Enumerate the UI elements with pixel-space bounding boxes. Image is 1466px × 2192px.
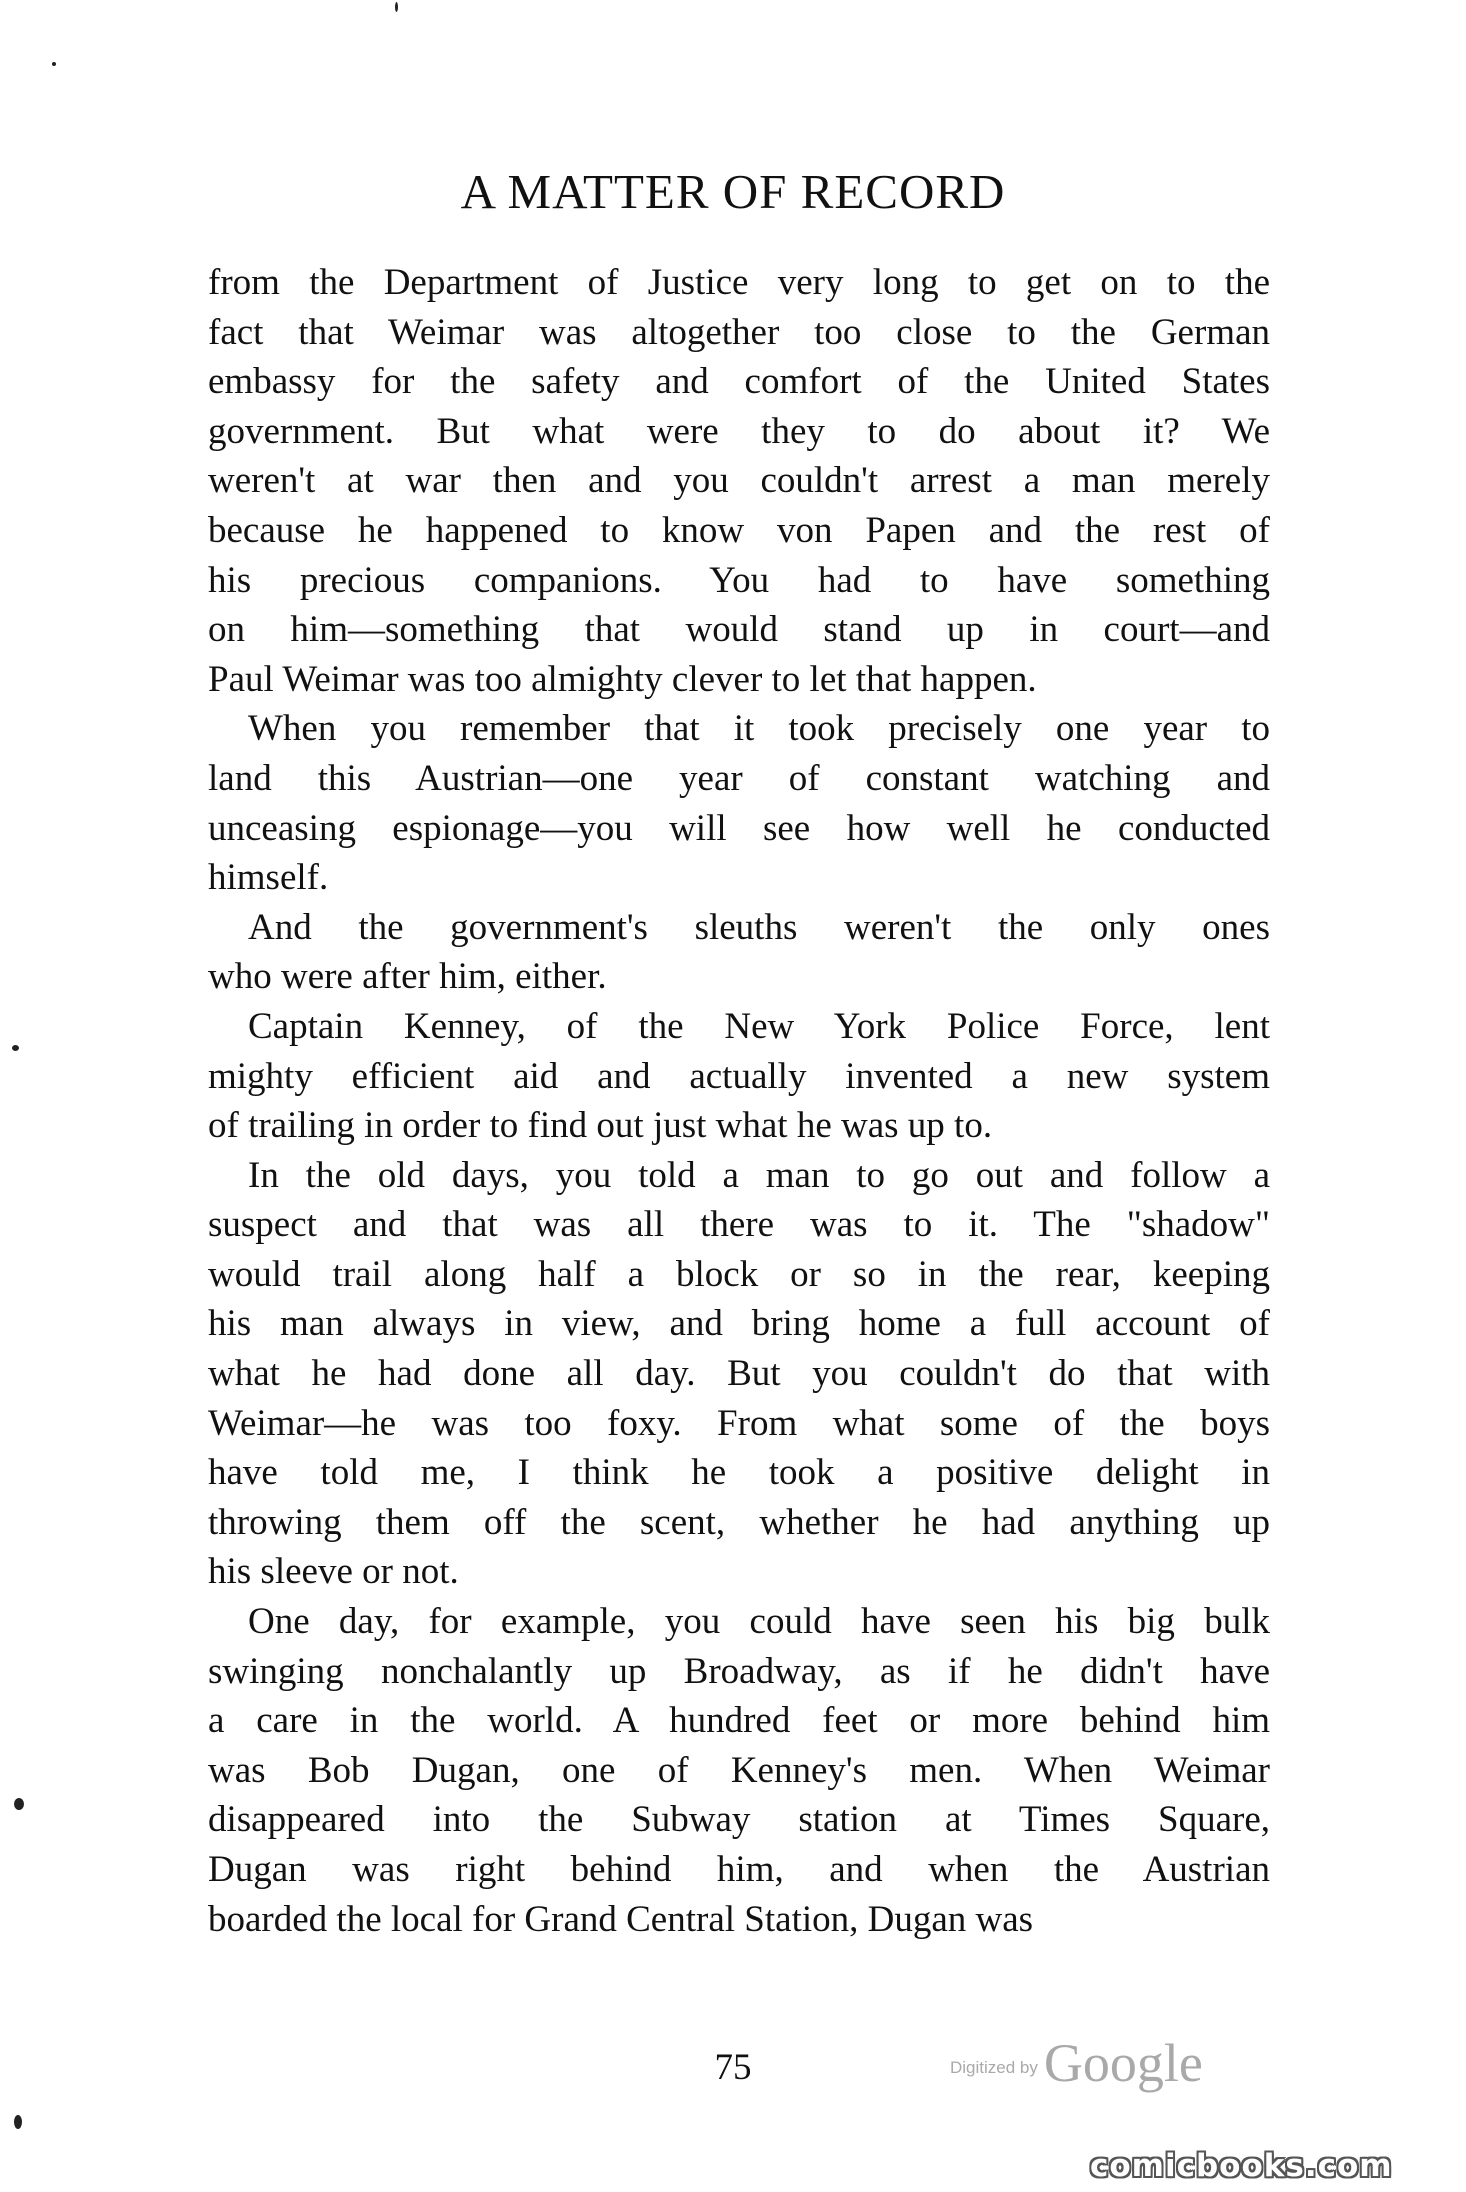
text-line: himself. (208, 857, 329, 899)
text-line: unceasing espionage—you will see how well he conducted (208, 807, 1270, 849)
site-watermark: comicbooks.com (1090, 2148, 1393, 2184)
text-line: of trailing in order to find out just what he was up to. (208, 1105, 993, 1147)
text-line: on him—something that would stand up in court—and (208, 609, 1270, 651)
text-line: a care in the world. A hundred feet or more behind him (208, 1700, 1270, 1742)
text-line: throwing them off the scent, whether he had anything up (208, 1501, 1270, 1543)
text-line: In the old days, you told a man to go out and follow a (248, 1154, 1270, 1196)
scan-speck (14, 1798, 24, 1810)
text-line: Paul Weimar was too almighty clever to let that happen. (208, 658, 1037, 700)
scan-speck (52, 62, 56, 66)
text-line: his sleeve or not. (208, 1551, 459, 1593)
scan-speck (12, 1045, 19, 1051)
text-line: fact that Weimar was altogether too close to the German (208, 311, 1270, 353)
scan-speck (395, 2, 398, 12)
text-line: have told me, I think he took a positive delight in (208, 1452, 1270, 1494)
body-text (208, 258, 1270, 1944)
text-line: who were after him, either. (208, 956, 607, 998)
text-line: Dugan was right behind him, and when the Austrian (208, 1849, 1270, 1890)
text-line: what he had done all day. But you couldn't do that with (208, 1353, 1270, 1395)
text-line: embassy for the safety and comfort of the United States (208, 361, 1270, 403)
google-logo-text: Google (1043, 2033, 1203, 2093)
digitized-watermark (950, 2032, 1280, 2094)
text-line: Weimar—he was too foxy. From what some of the boys (208, 1402, 1270, 1444)
text-line: from the Department of Justice very long to get on to the (208, 262, 1270, 303)
text-line: One day, for example, you could have seen his big bulk (248, 1601, 1270, 1643)
text-line: mighty efficient aid and actually invented a new system (208, 1055, 1270, 1097)
text-line: And the government's sleuths weren't the only ones (248, 906, 1270, 948)
text-line: swinging nonchalantly up Broadway, as if he didn't have (208, 1650, 1270, 1692)
text-line: weren't at war then and you couldn't arrest a man merely (208, 460, 1270, 502)
text-line: was Bob Dugan, one of Kenney's men. When Weimar (208, 1749, 1270, 1791)
text-line: When you remember that it took precisely one year to (248, 708, 1270, 750)
running-head: A MATTER OF RECORD (460, 164, 1006, 219)
text-line: land this Austrian—one year of constant watching and (208, 757, 1270, 799)
text-line: boarded the local for Grand Central Station, Dugan was (208, 1898, 1034, 1940)
text-line: because he happened to know von Papen and the rest of (208, 509, 1270, 551)
text-line: suspect and that was all there was to it. The "shadow" (208, 1204, 1270, 1246)
page-number: 75 (714, 2047, 752, 2088)
scan-speck (14, 2115, 22, 2129)
watermark-prefix: Digitized by (950, 2058, 1038, 2077)
text-line: would trail along half a block or so in the rear, keeping (208, 1253, 1270, 1295)
text-line: his precious companions. You had to have something (208, 559, 1270, 601)
text-line: Captain Kenney, of the New York Police Force, lent (248, 1005, 1270, 1047)
text-line: disappeared into the Subway station at Times Square, (208, 1799, 1270, 1841)
text-line: government. But what were they to do about it? We (208, 410, 1270, 452)
text-line: his man always in view, and bring home a full account of (208, 1303, 1270, 1345)
